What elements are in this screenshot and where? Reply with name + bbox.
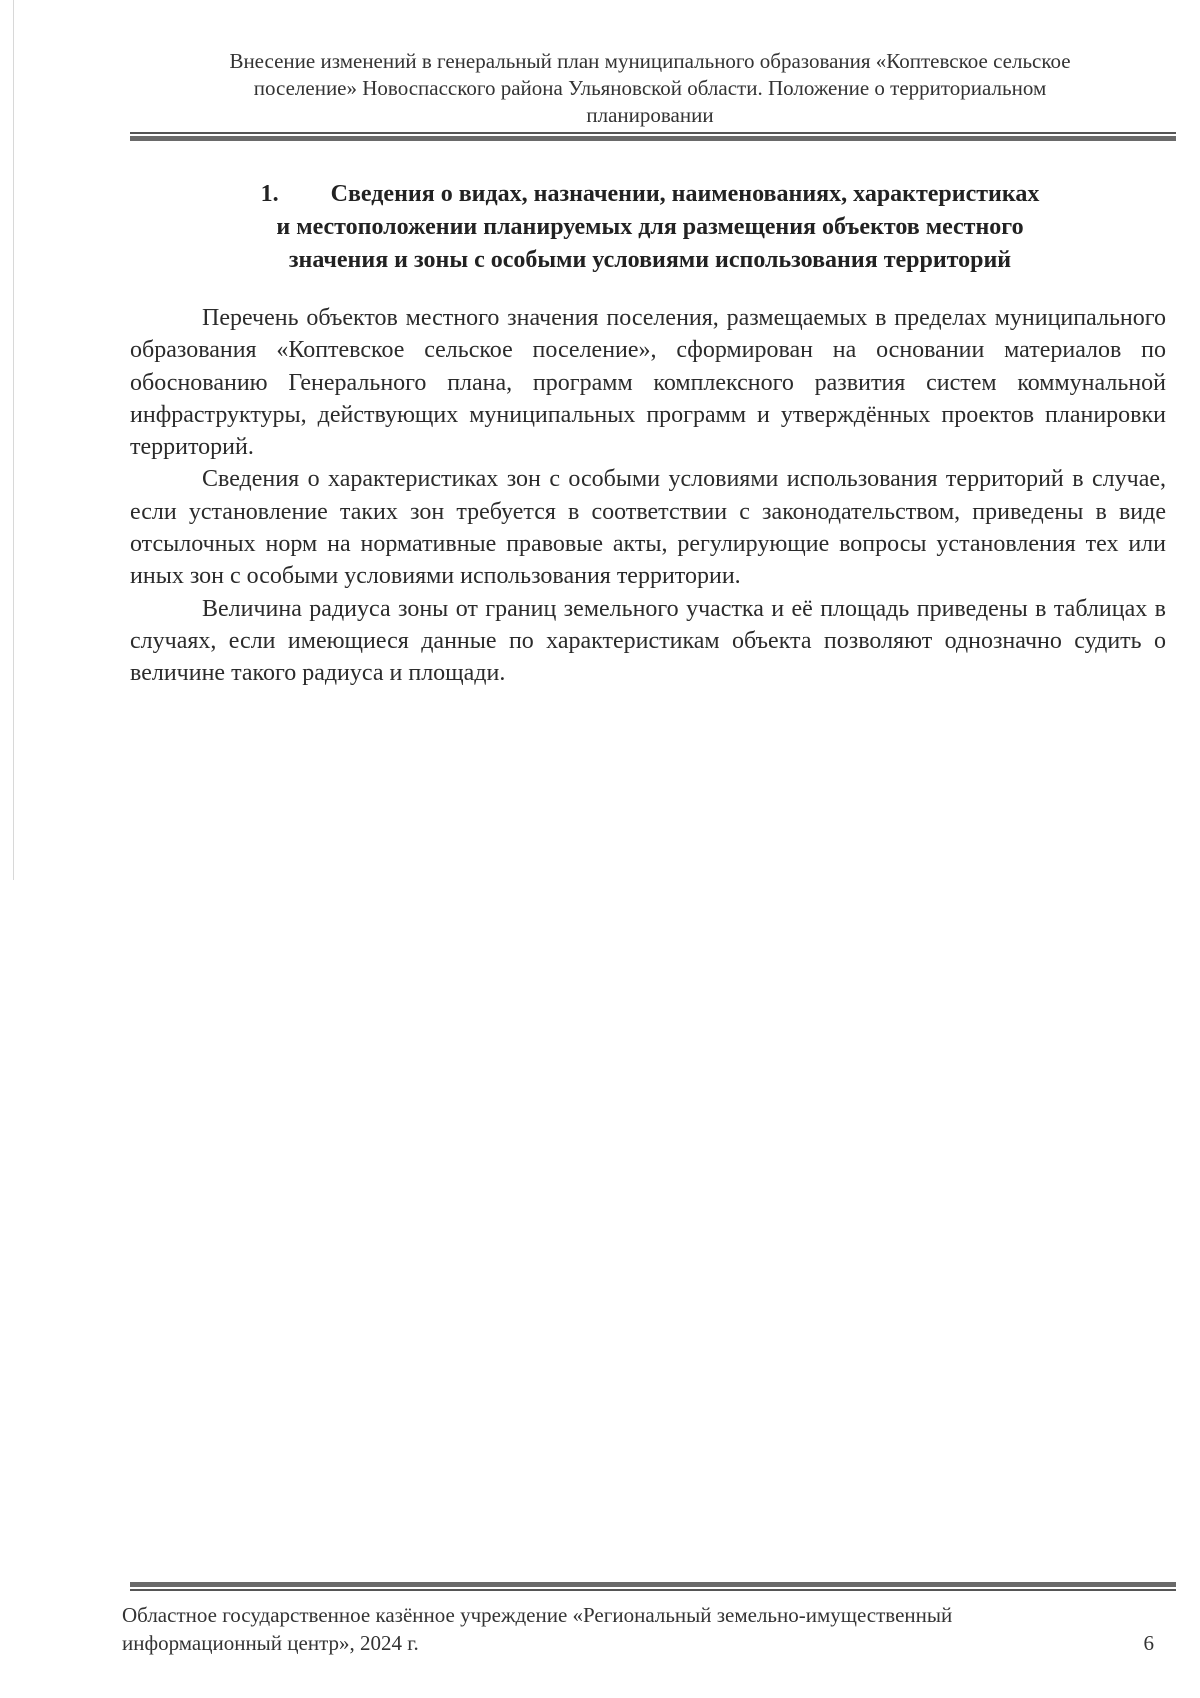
footer-line: информационный центр», 2024 г. (122, 1631, 419, 1655)
header-line: Внесение изменений в генеральный план муниципального образования «Коптевское сельское (229, 49, 1071, 73)
paragraph: Перечень объектов местного значения поселения, размещаемых в пределах муниципального образования «Коптевское сельское поселение», сформирован на основании материалов по обоснованию Генерального плана, программ комплексного развития систем коммунальной инфраструктуры, действующих муниципальных программ и утверждённых проектов планировки территорий. (130, 305, 1166, 461)
header-line: поселение» Новоспасского района Ульяновской области. Положение о территориальном (253, 76, 1047, 100)
footer-divider (130, 1582, 1176, 1591)
scan-edge-line (13, 0, 14, 880)
body-text (130, 302, 1166, 690)
section-number: 1. (260, 181, 279, 207)
header-line: планировании (586, 103, 714, 127)
page-header (130, 48, 1170, 129)
footer-line: Областное государственное казённое учреждение «Региональный земельно-имущественный (122, 1603, 953, 1627)
paragraph: Сведения о характеристиках зон с особыми условиями использования территорий в случае, если установление таких зон требуется в соответствии с законодательством, приведены в виде отсылочных норм на нормативные правовые акты, регулирующие вопросы установления тех или иных зон с особыми условиями использования территории. (130, 466, 1166, 590)
paragraph: Величина радиуса зоны от границ земельного участка и её площадь приведены в таблицах в случаях, если имеющиеся данные по характеристикам объекта позволяют однозначно судить о величине такого радиуса и площади. (130, 595, 1166, 687)
section-title-line: значения и зоны с особыми условиями использования территорий (288, 247, 1012, 273)
page-number: 6 (1143, 1631, 1154, 1655)
section-heading-line (150, 178, 1150, 211)
header-divider (130, 132, 1176, 141)
section-title-line: и местоположении планируемых для размещения объектов местного (276, 214, 1024, 240)
section-title-line: Сведения о видах, назначении, наименованиях, характеристиках (330, 181, 1040, 207)
section-heading (150, 178, 1150, 277)
page-footer (122, 1601, 1172, 1657)
